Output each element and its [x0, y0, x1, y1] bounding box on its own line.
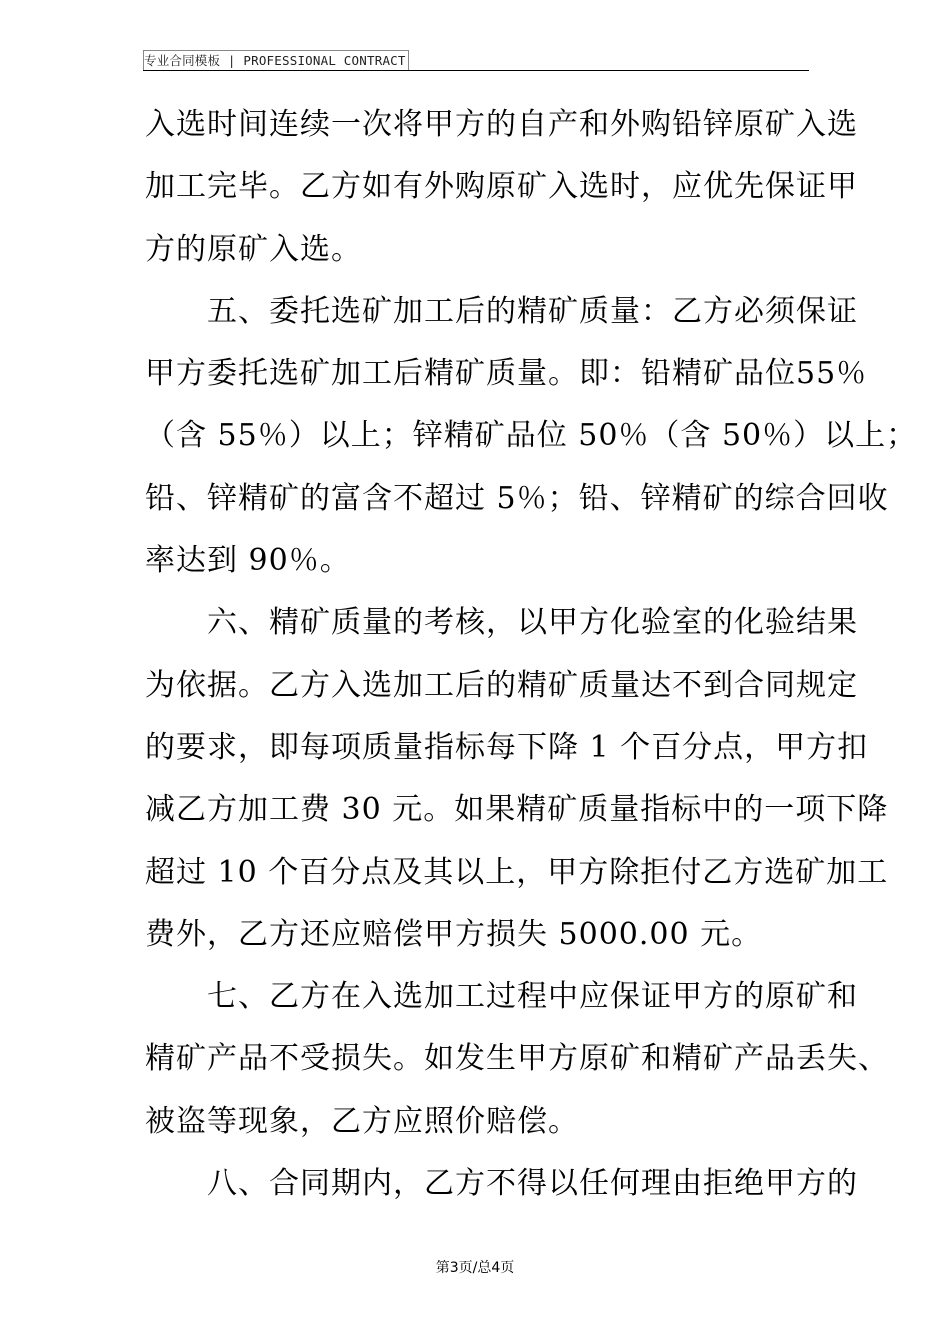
text-line: （含 55％）以上；锌精矿品位 50％（含 50％）以上；: [145, 418, 918, 454]
text-line: 的要求，即每项质量指标每下降 1 个百分点，甲方扣: [145, 729, 869, 765]
header-label: 专业合同模板 | PROFESSIONAL CONTRACT: [143, 50, 409, 70]
contract-body: [145, 94, 918, 1215]
text-line: 六、精矿质量的考核，以甲方化验室的化验结果: [145, 605, 858, 641]
page-number: 第3页/总4页: [435, 1260, 515, 1276]
text-line: 超过 10 个百分点及其以上，甲方除拒付乙方选矿加工: [145, 854, 889, 890]
text-line: 被盗等现象，乙方应照价赔偿。: [145, 1103, 579, 1139]
text-line: 率达到 90％。: [145, 543, 351, 579]
text-line: 费外，乙方还应赔偿甲方损失 5000.00 元。: [145, 916, 763, 952]
text-line: 七、乙方在入选加工过程中应保证甲方的原矿和: [145, 979, 858, 1015]
text-line: 甲方委托选矿加工后精矿质量。即：铅精矿品位55％: [145, 356, 868, 392]
text-line: 五、委托选矿加工后的精矿质量：乙方必须保证: [145, 293, 858, 329]
text-line: 加工完毕。乙方如有外购原矿入选时，应优先保证甲: [145, 169, 858, 205]
text-line: 入选时间连续一次将甲方的自产和外购铅锌原矿入选: [145, 107, 858, 142]
page-header: [143, 50, 809, 71]
text-line: 为依据。乙方入选加工后的精矿质量达不到合同规定: [145, 667, 858, 703]
text-line: 减乙方加工费 30 元。如果精矿质量指标中的一项下降: [145, 792, 889, 828]
text-line: 铅、锌精矿的富含不超过 5％；铅、锌精矿的综合回收: [145, 480, 889, 516]
text-line: 八、合同期内，乙方不得以任何理由拒绝甲方的: [145, 1166, 858, 1202]
text-line: 方的原矿入选。: [145, 231, 362, 267]
text-line: 精矿产品不受损失。如发生甲方原矿和精矿产品丢失、: [145, 1041, 889, 1077]
